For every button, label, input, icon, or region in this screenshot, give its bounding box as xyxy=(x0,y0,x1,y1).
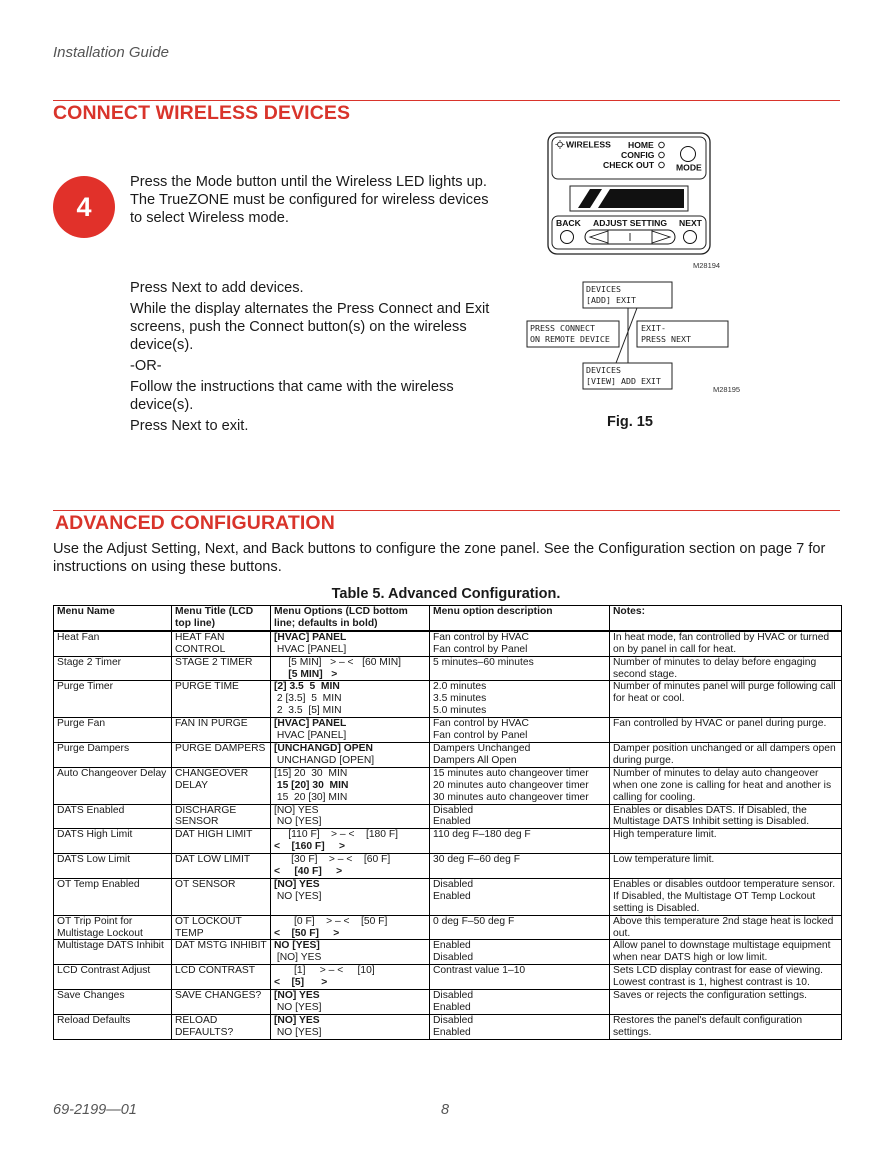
menu-options-cell xyxy=(271,631,430,656)
menu-option: < [160 F] > xyxy=(274,841,345,853)
screen-line: DEVICES xyxy=(586,365,621,375)
table-row xyxy=(54,804,842,829)
menu-option: [NO] YES xyxy=(274,878,320,890)
notes-cell: Number of minutes to delay before engaging second stage. xyxy=(610,656,842,681)
menu-title-cell: CHANGEOVER DELAY xyxy=(172,767,271,804)
menu-name-cell: LCD Contrast Adjust xyxy=(54,965,172,990)
menu-option: [0 F] > – < [50 F] xyxy=(274,915,388,927)
menu-option: NO [YES] xyxy=(274,816,322,828)
notes-cell: Sets LCD display contrast for ease of viewing. Lowest contrast is 1, highest contrast is 10. xyxy=(610,965,842,990)
menu-title-cell: FAN IN PURGE xyxy=(172,718,271,743)
column-header: Menu Name xyxy=(54,606,172,631)
menu-option: [110 F] > – < [180 F] xyxy=(274,829,399,841)
menu-title-cell: LCD CONTRAST xyxy=(172,965,271,990)
option-description-cell xyxy=(430,915,610,940)
menu-name-cell: Purge Timer xyxy=(54,681,172,718)
option-description-cell xyxy=(430,631,610,656)
menu-option: < [50 F] > xyxy=(274,927,340,939)
option-description: Disabled xyxy=(433,878,474,890)
menu-option: [NO] YES xyxy=(274,952,322,964)
notes-cell: Fan controlled by HVAC or panel during purge. xyxy=(610,718,842,743)
option-description-cell xyxy=(430,656,610,681)
menu-title-cell: RELOAD DEFAULTS? xyxy=(172,1014,271,1039)
option-description: Fan control by Panel xyxy=(433,730,528,742)
section-divider xyxy=(53,100,840,101)
instruction-paragraph: While the display alternates the Press Connect and Exit screens, push the Connect button(s) on the wireless device(s). xyxy=(130,301,490,353)
menu-option: [5 MIN] > – < [60 MIN] xyxy=(274,656,402,668)
screen-line: EXIT- xyxy=(641,323,666,333)
option-description: Contrast value 1–10 xyxy=(433,965,526,977)
menu-name-cell: Save Changes xyxy=(54,990,172,1015)
option-description: 30 deg F–60 deg F xyxy=(433,854,521,866)
menu-option: NO [YES] xyxy=(274,940,320,952)
menu-name-cell: OT Temp Enabled xyxy=(54,878,172,915)
column-header: Notes: xyxy=(610,606,842,631)
option-description: Disabled xyxy=(433,990,474,1002)
option-description: Enabled xyxy=(433,890,471,902)
back-button-label: BACK xyxy=(556,218,581,228)
menu-name-cell: Reload Defaults xyxy=(54,1014,172,1039)
menu-options-cell xyxy=(271,681,430,718)
notes-cell: Allow panel to downstage multistage equipment when near DATS high or low limit. xyxy=(610,940,842,965)
section-title-wireless: CONNECT WIRELESS DEVICES xyxy=(53,102,351,124)
menu-name-cell: OT Trip Point for Multistage Lockout xyxy=(54,915,172,940)
table-row xyxy=(54,854,842,879)
table-row xyxy=(54,767,842,804)
menu-name-cell: Purge Fan xyxy=(54,718,172,743)
menu-option: UNCHANGD [OPEN] xyxy=(274,754,375,766)
table-row xyxy=(54,990,842,1015)
option-description: Fan control by HVAC xyxy=(433,718,529,730)
menu-name-cell: Stage 2 Timer xyxy=(54,656,172,681)
notes-cell: In heat mode, fan controlled by HVAC or turned on by panel in call for heat. xyxy=(610,631,842,656)
menu-name-cell: DATS Low Limit xyxy=(54,854,172,879)
option-description: 15 minutes auto changeover timer xyxy=(433,767,589,779)
figure-id: M28195 xyxy=(713,385,741,394)
menu-option: [NO] YES xyxy=(274,1014,320,1026)
table-row xyxy=(54,829,842,854)
option-description-cell xyxy=(430,990,610,1015)
instruction-paragraph: Press Next to add devices. xyxy=(130,280,304,296)
menu-option: NO [YES] xyxy=(274,890,322,902)
option-description: Fan control by Panel xyxy=(433,643,528,655)
notes-cell: Above this temperature 2nd stage heat is locked out. xyxy=(610,915,842,940)
screen-line: [ADD] EXIT xyxy=(586,295,636,305)
option-description-cell xyxy=(430,804,610,829)
menu-option: NO [YES] xyxy=(274,1026,322,1038)
option-description: Disabled xyxy=(433,952,474,964)
option-description: 5 minutes–60 minutes xyxy=(433,656,534,668)
option-description: Dampers All Open xyxy=(433,754,517,766)
notes-cell: Saves or rejects the configuration settings. xyxy=(610,990,842,1015)
running-header: Installation Guide xyxy=(53,44,169,61)
menu-options-cell xyxy=(271,656,430,681)
screen-line: ON REMOTE DEVICE xyxy=(530,334,610,344)
table-row xyxy=(54,940,842,965)
menu-name-cell: Heat Fan xyxy=(54,631,172,656)
option-description: 110 deg F–180 deg F xyxy=(433,829,531,841)
config-led-label: CONFIG xyxy=(621,150,655,160)
menu-title-cell: HEAT FAN CONTROL xyxy=(172,631,271,656)
option-description-cell xyxy=(430,681,610,718)
menu-title-cell: STAGE 2 TIMER xyxy=(172,656,271,681)
section-intro: Use the Adjust Setting, Next, and Back buttons to configure the zone panel. See the Configuration section on page 7 for instructions on using these buttons. xyxy=(53,541,826,575)
notes-cell: Number of minutes to delay auto changeover when one zone is calling for heat and another is calling for cooling. xyxy=(610,767,842,804)
menu-name-cell: DATS High Limit xyxy=(54,829,172,854)
option-description: Disabled xyxy=(433,1014,474,1026)
table-header-row xyxy=(54,606,842,631)
menu-options-cell xyxy=(271,1014,430,1039)
table-row xyxy=(54,656,842,681)
option-description: 2.0 minutes xyxy=(433,681,487,693)
notes-cell: Low temperature limit. xyxy=(610,854,842,879)
wireless-flow-diagram xyxy=(520,278,750,394)
column-header: Menu Options (LCD bottom line; defaults in bold) xyxy=(271,606,430,631)
column-header: Menu Title (LCD top line) xyxy=(172,606,271,631)
menu-option: 2 [3.5] 5 MIN xyxy=(274,693,342,705)
section-divider xyxy=(53,510,840,511)
figure-id: M28194 xyxy=(693,261,721,270)
menu-option: < [40 F] > xyxy=(274,866,343,878)
menu-title-cell: SAVE CHANGES? xyxy=(172,990,271,1015)
option-description: Disabled xyxy=(433,804,474,816)
home-led-label: HOME xyxy=(628,140,654,150)
table-row xyxy=(54,742,842,767)
menu-name-cell: Multistage DATS Inhibit xyxy=(54,940,172,965)
option-description-cell xyxy=(430,854,610,879)
menu-title-cell: DAT MSTG INHIBIT xyxy=(172,940,271,965)
option-description: Fan control by HVAC xyxy=(433,631,529,643)
option-description-cell xyxy=(430,767,610,804)
menu-title-cell: PURGE DAMPERS xyxy=(172,742,271,767)
menu-options-cell xyxy=(271,829,430,854)
table-row xyxy=(54,1014,842,1039)
notes-cell: Enables or disables DATS. If Disabled, the Multistage DATS Inhibit setting is Disabled. xyxy=(610,804,842,829)
checkout-led-label: CHECK OUT xyxy=(603,160,655,170)
menu-name-cell: Purge Dampers xyxy=(54,742,172,767)
menu-options-cell xyxy=(271,804,430,829)
screen-line: [VIEW] ADD EXIT xyxy=(586,376,661,386)
menu-name-cell: Auto Changeover Delay xyxy=(54,767,172,804)
table-row xyxy=(54,681,842,718)
menu-option: [1] > – < [10] xyxy=(274,965,375,977)
menu-options-cell xyxy=(271,940,430,965)
menu-option: [HVAC] PANEL xyxy=(274,631,347,643)
menu-title-cell: DAT LOW LIMIT xyxy=(172,854,271,879)
option-description-cell xyxy=(430,878,610,915)
menu-options-cell xyxy=(271,878,430,915)
notes-cell: High temperature limit. xyxy=(610,829,842,854)
menu-title-cell: PURGE TIME xyxy=(172,681,271,718)
menu-title-cell: DAT HIGH LIMIT xyxy=(172,829,271,854)
screen-line: PRESS CONNECT xyxy=(530,323,595,333)
screen-line: PRESS NEXT xyxy=(641,334,691,344)
instruction-paragraph: Follow the instructions that came with the wireless device(s). xyxy=(130,379,454,413)
option-description: Enabled xyxy=(433,1002,471,1013)
menu-option: 15 [20] 30 MIN xyxy=(274,779,349,791)
menu-options-cell xyxy=(271,915,430,940)
menu-title-cell: OT LOCKOUT TEMP xyxy=(172,915,271,940)
figure-caption: Fig. 15 xyxy=(607,414,653,430)
option-description: 3.5 minutes xyxy=(433,693,487,705)
notes-cell: Enables or disables outdoor temperature sensor. If Disabled, the Multistage OT Temp Lockout setting is Disabled. xyxy=(610,878,842,915)
step-number-badge: 4 xyxy=(53,176,115,238)
wireless-instructions xyxy=(130,279,500,438)
table-row xyxy=(54,915,842,940)
option-description-cell xyxy=(430,1014,610,1039)
page-number: 8 xyxy=(441,1102,450,1118)
step-instruction xyxy=(130,173,495,230)
table-row xyxy=(54,878,842,915)
option-description-cell xyxy=(430,940,610,965)
option-description: 0 deg F–50 deg F xyxy=(433,915,515,927)
table-row xyxy=(54,718,842,743)
menu-option: [2] 3.5 5 MIN xyxy=(274,681,340,693)
menu-option: < [5] > xyxy=(274,977,328,989)
menu-options-cell xyxy=(271,718,430,743)
step-text: Press the Mode button until the Wireless LED lights up. The TrueZONE must be configured for wireless devices to select Wireless mode. xyxy=(130,174,489,226)
menu-name-cell: DATS Enabled xyxy=(54,804,172,829)
screen-line: DEVICES xyxy=(586,284,621,294)
option-description: Enabled xyxy=(433,940,471,952)
menu-option: [30 F] > – < [60 F] xyxy=(274,854,391,866)
menu-options-cell xyxy=(271,990,430,1015)
table-title: Table 5. Advanced Configuration. xyxy=(331,586,561,602)
menu-title-cell: OT SENSOR xyxy=(172,878,271,915)
option-description-cell xyxy=(430,718,610,743)
document-number: 69-2199—01 xyxy=(53,1102,137,1118)
option-description-cell xyxy=(430,965,610,990)
table-row xyxy=(54,631,842,656)
menu-options-cell xyxy=(271,854,430,879)
menu-options-cell xyxy=(271,742,430,767)
option-description: 20 minutes auto changeover timer xyxy=(433,779,589,791)
instruction-paragraph: -OR- xyxy=(130,358,162,374)
advanced-config-table xyxy=(53,605,842,1040)
notes-cell: Damper position unchanged or all dampers open during purge. xyxy=(610,742,842,767)
menu-option: 15 20 [30] MIN xyxy=(274,791,348,803)
menu-option: 2 3.5 [5] MIN xyxy=(274,705,342,717)
menu-option: HVAC [PANEL] xyxy=(274,730,347,742)
menu-options-cell xyxy=(271,965,430,990)
menu-option: [NO] YES xyxy=(274,804,319,816)
column-header: Menu option description xyxy=(430,606,610,631)
option-description: Enabled xyxy=(433,816,471,828)
adjust-setting-label: ADJUST SETTING xyxy=(593,218,668,228)
option-description: 30 minutes auto changeover timer xyxy=(433,791,589,803)
menu-option: HVAC [PANEL] xyxy=(274,643,347,655)
section-title-advanced: ADVANCED CONFIGURATION xyxy=(55,512,335,534)
option-description: Enabled xyxy=(433,1026,471,1038)
mode-button-label: MODE xyxy=(676,162,702,173)
menu-option: [UNCHANGD] OPEN xyxy=(274,742,373,754)
option-description: Dampers Unchanged xyxy=(433,742,531,754)
instruction-paragraph: Press Next to exit. xyxy=(130,418,249,434)
menu-option: [HVAC] PANEL xyxy=(274,718,347,730)
notes-cell: Number of minutes panel will purge following call for heat or cool. xyxy=(610,681,842,718)
wireless-led-label: WIRELESS xyxy=(566,139,611,150)
option-description-cell xyxy=(430,742,610,767)
menu-option: [15] 20 30 MIN xyxy=(274,767,348,779)
menu-option: NO [YES] xyxy=(274,1002,322,1013)
notes-cell: Restores the panel's default configuration settings. xyxy=(610,1014,842,1039)
option-description: 5.0 minutes xyxy=(433,705,487,717)
zone-panel-illustration xyxy=(540,130,725,275)
option-description-cell xyxy=(430,829,610,854)
next-button-label: NEXT xyxy=(679,218,702,228)
menu-option: [NO] YES xyxy=(274,990,320,1002)
menu-option: [5 MIN] > xyxy=(274,668,338,680)
menu-title-cell: DISCHARGE SENSOR xyxy=(172,804,271,829)
table-row xyxy=(54,965,842,990)
menu-options-cell xyxy=(271,767,430,804)
